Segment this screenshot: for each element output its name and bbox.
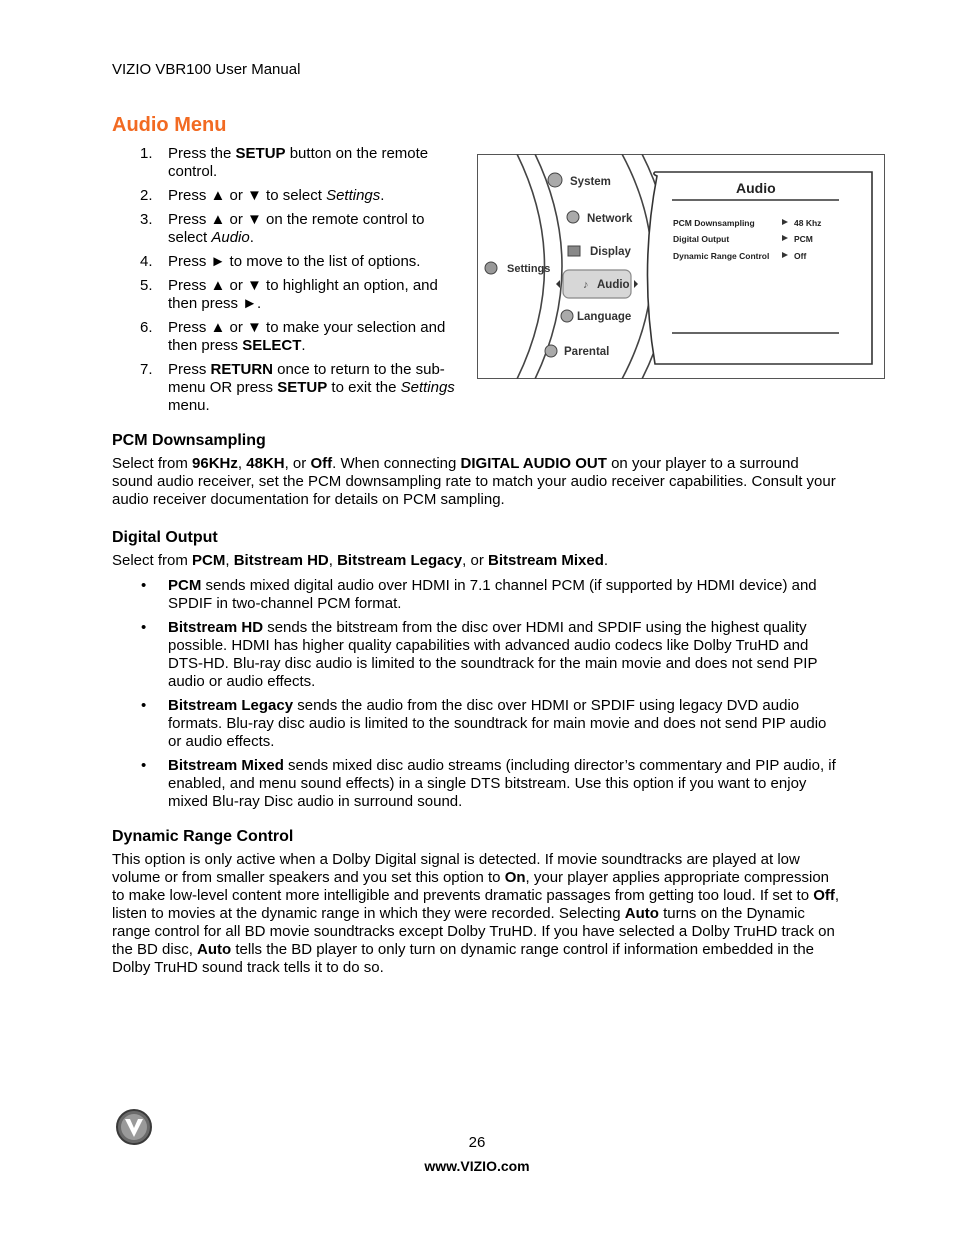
option-label: Dynamic Range Control	[673, 251, 770, 261]
language-icon	[561, 310, 573, 322]
menu-item-label: Audio	[597, 279, 630, 291]
step-text: Press ▲ or ▼ to highlight an option, and then press ►.	[168, 277, 438, 312]
gear-icon	[485, 262, 497, 274]
step-item	[112, 145, 467, 181]
digital-output-bullets	[112, 577, 842, 817]
audio-menu-screenshot	[477, 154, 885, 379]
footer-url[interactable]: www.VIZIO.com	[424, 1158, 530, 1174]
menu-item-label: Parental	[564, 346, 610, 358]
step-item	[112, 211, 467, 247]
option-value: PCM	[794, 234, 813, 244]
section-heading-drc: Dynamic Range Control	[112, 828, 294, 845]
digital-output-intro: Select from PCM, Bitstream HD, Bitstream Legacy, or Bitstream Mixed.	[112, 552, 609, 569]
manual-header: VIZIO VBR100 User Manual	[112, 61, 301, 78]
section-heading-pcm: PCM Downsampling	[112, 432, 266, 449]
lock-icon	[545, 345, 557, 357]
step-text: Press ▲ or ▼ to select Settings.	[168, 187, 385, 204]
option-row[interactable]	[673, 218, 821, 228]
option-label: PCM Downsampling	[673, 218, 755, 228]
panel-title: Audio	[736, 180, 776, 196]
menu-item-system[interactable]	[548, 173, 611, 188]
display-icon	[568, 246, 580, 256]
step-text: Press ▲ or ▼ on the remote control to select Audio.	[168, 211, 425, 246]
step-item	[112, 277, 467, 313]
bullet-icon: •	[141, 697, 147, 714]
step-text: Press the SETUP button on the remote control.	[168, 145, 429, 180]
step-number: 4.	[140, 253, 153, 270]
steps-list	[112, 145, 467, 421]
list-item	[112, 757, 842, 811]
list-item	[112, 697, 842, 751]
option-value: Off	[794, 251, 807, 261]
step-item	[112, 187, 467, 205]
menu-item-label: Network	[587, 213, 633, 225]
bullet-text: Bitstream Legacy sends the audio from the disc over HDMI or SPDIF using legacy DVD audio formats. Blu-ray disc audio is limited to the soundtrack for main movie and does not send PIP audio or audio effects.	[168, 697, 827, 750]
list-item	[112, 619, 842, 691]
network-icon	[567, 211, 579, 223]
bullet-text: Bitstream HD sends the bitstream from the disc over HDMI and SPDIF using the highest quality possible. HDMI has higher quality capabilities with advanced audio codecs like Dolby TruHD and DTS-HD. Blu-ray disc audio is limited to the soundtrack for the main movie and does not send PIP audio or audio effects.	[168, 619, 818, 690]
page-number: 26	[468, 1134, 486, 1151]
step-text: Press ► to move to the list of options.	[168, 253, 421, 270]
menu-item-audio[interactable]	[556, 270, 638, 298]
step-number: 6.	[140, 319, 153, 336]
section-heading-digital-output: Digital Output	[112, 529, 218, 546]
step-number: 1.	[140, 145, 153, 162]
menu-illustration	[477, 154, 885, 379]
bullet-icon: •	[141, 619, 147, 636]
menu-item-display[interactable]	[568, 246, 632, 258]
gear-icon	[548, 173, 562, 187]
bullet-text: Bitstream Mixed sends mixed disc audio streams (including director’s commentary and PIP audio, if enabled, and menu sound effects) in a single DTS bitstream. Use this option if you want to enjoy mixed Blu-ray Disc audio in surround sound.	[168, 757, 836, 810]
menu-item-label: Language	[577, 311, 632, 323]
option-label: Digital Output	[673, 234, 730, 244]
menu-item-parental[interactable]	[545, 345, 609, 358]
bullet-text: PCM sends mixed digital audio over HDMI in 7.1 channel PCM (if supported by HDMI device) and SPDIF in two-channel PCM format.	[168, 577, 817, 612]
bullet-icon: •	[141, 757, 147, 774]
step-text: Press ▲ or ▼ to make your selection and then press SELECT.	[168, 319, 446, 354]
settings-item	[485, 262, 550, 275]
audio-icon: ♪	[583, 279, 589, 291]
menu-item-label: Display	[590, 246, 631, 258]
bullet-icon: •	[141, 577, 147, 594]
settings-label: Settings	[507, 263, 551, 275]
list-item	[112, 577, 842, 613]
pcm-paragraph: Select from 96KHz, 48KH, or Off. When connecting DIGITAL AUDIO OUT on your player to a surround sound audio receiver, set the PCM downsampling rate to match your audio receiver capabilities. Consult your audio receiver documentation for details on PCM sampling.	[112, 455, 836, 508]
step-number: 3.	[140, 211, 153, 228]
menu-item-label: System	[570, 176, 611, 188]
step-item	[112, 253, 467, 271]
step-item	[112, 361, 467, 415]
step-item	[112, 319, 467, 355]
step-number: 5.	[140, 277, 153, 294]
option-value: 48 Khz	[794, 218, 822, 228]
step-number: 2.	[140, 187, 153, 204]
drc-paragraph: This option is only active when a Dolby Digital signal is detected. If movie soundtracks are played at low volume or from smaller speakers and you set this option to On, your player applies appropriate compression to make low-level content more intelligible and prevents dramatic passages from getting too loud. If set to Off, listen to movies at the dynamic range in which they were recorded. Selecting Auto turns on the Dynamic range control for all BD movie soundtracks except Dolby TruHD. If you have selected a Dolby TruHD track on the BD disc, Auto tells the BD player to only turn on dynamic range control if information embedded in the Dolby TruHD sound track tells it to do so.	[112, 851, 840, 976]
page-title: Audio Menu	[112, 114, 227, 136]
step-text: Press RETURN once to return to the sub-menu OR press SETUP to exit the Settings menu.	[168, 361, 455, 414]
step-number: 7.	[140, 361, 153, 378]
